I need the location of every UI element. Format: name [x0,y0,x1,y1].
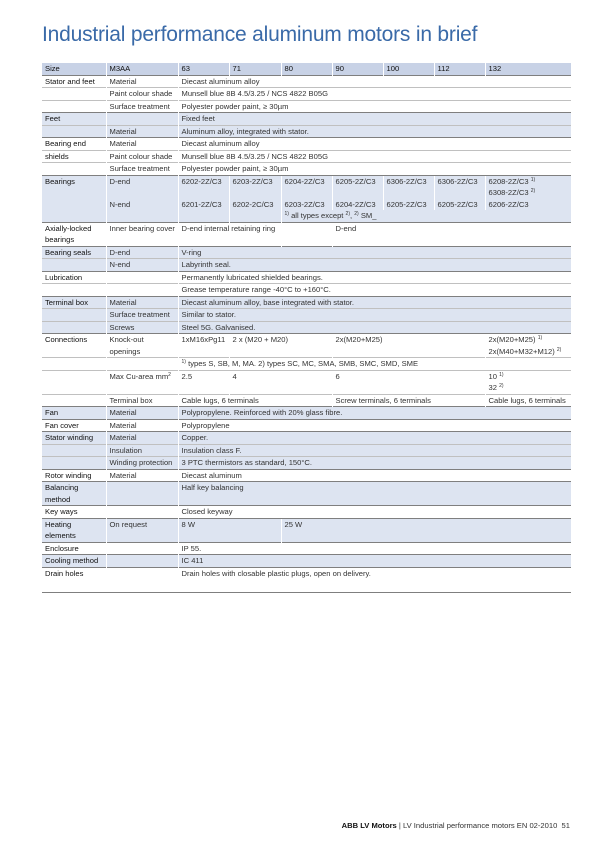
row-item: Winding protection [106,457,178,470]
row-value: 25 W [281,518,571,530]
row-label: Bearings [42,175,106,187]
table-row [42,506,571,519]
row-value: 2x(M40+M32+M12) $^{2)}$ [485,346,571,358]
row-value: Polyester powder paint, ≥ 30µm [178,100,571,113]
row-label: Feet [42,113,106,126]
row-item: Material [106,407,178,420]
bearing-value: 6201-2Z/C3 [178,199,229,211]
bearing-value: 6205-2Z/C3 [383,199,434,211]
row-value: Cable lugs, 6 terminals [485,394,571,407]
row-value: 1xM16xPg11 [178,334,229,346]
row-item: Inner bearing cover [106,222,178,234]
row-value: Diecast aluminum alloy [178,138,571,151]
row-value: Permanently lubricated shielded bearings. [178,271,571,284]
row-label: elements [42,530,106,542]
row-value: Grease temperature range -40°C to +160°C. [178,284,571,297]
bearing-value: 6205-2Z/C3 [434,199,485,211]
table-row [42,494,571,506]
row-label: Drain holes [42,567,106,579]
row-value: Polypropylene [178,419,571,432]
table-row [42,100,571,113]
table-row [42,346,571,358]
row-item: Material [106,432,178,445]
table-row [42,407,571,420]
table-row [42,88,571,101]
row-value: Munsell blue 8B 4.5/3.25 / NCS 4822 B05G [178,88,571,101]
bearing-value: 6205-2Z/C3 [332,175,383,187]
table-bottom-rule [42,592,571,593]
page-title: Industrial performance aluminum motors in brief [42,23,478,46]
row-value: Labyrinth seal. [178,259,571,272]
bearing-value: 6203-2Z/C3 [281,199,332,211]
table-row [42,259,571,272]
table-row [42,555,571,568]
row-label: Lubrication [42,271,106,284]
row-item: Insulation [106,444,178,457]
row-value: 2x(M20+M25) [332,334,485,346]
table-row [42,175,571,187]
header-model: M3AA [106,63,178,75]
table-row [42,187,571,199]
row-item: Paint colour shade [106,150,178,163]
row-value: Polypropylene. Reinforced with 20% glass fibre. [178,407,571,420]
bearing-value: 6204-2Z/C3 [281,175,332,187]
bearing-value: 6208-2Z/C3 $^{1)}$ [485,175,571,187]
table-row [42,482,571,494]
row-label: Fan [42,407,106,420]
header-71: 71 [229,63,281,75]
row-label: Connections [42,334,106,346]
footer-separator: | [396,821,403,830]
table-row [42,222,571,234]
table-row [42,163,571,176]
bearing-value: 6202-2C/C3 [229,199,281,211]
row-value: Diecast aluminum alloy, base integrated with stator. [178,296,571,309]
row-item: Material [106,125,178,138]
table-row [42,271,571,284]
row-label: Bearing seals [42,246,106,259]
page-footer [342,821,570,830]
table-row [42,296,571,309]
row-label: method [42,494,106,506]
header-132: 132 [485,63,571,75]
row-value: Screw terminals, 6 terminals [332,394,485,407]
table-row [42,309,571,322]
footnote: $^{1)}$ types S, SB, M, MA. 2) types SC, MC, SMA, SMB, SMC, SMD, SME [178,358,571,371]
bearing-value: 6203-2Z/C3 [229,175,281,187]
header-90: 90 [332,63,383,75]
row-value: 2 x (M20 + M20) [229,334,332,346]
row-value: Half key balancing [178,482,571,494]
header-row [42,63,571,75]
footer-brand: ABB LV Motors [341,821,397,830]
row-label: Balancing [42,482,106,494]
bearing-value: 6206-2Z/C3 [485,199,571,211]
row-label: Heating [42,518,106,530]
row-label: Cooling method [42,555,106,568]
header-63: 63 [178,63,229,75]
row-value: 8 W [178,518,281,530]
table-row [42,370,571,382]
table-row [42,419,571,432]
table-row [42,75,571,88]
row-value: V-ring [178,246,571,259]
row-item: Surface treatment [106,309,178,322]
table-row [42,284,571,297]
row-value: Insulation class F. [178,444,571,457]
table-row [42,125,571,138]
row-label: bearings [42,234,106,246]
row-value: Copper. [178,432,571,445]
table-row [42,567,571,579]
row-item: Screws [106,321,178,334]
bearing-value: 6308-2Z/C3 $^{2)}$ [485,187,571,199]
row-value: Munsell blue 8B 4.5/3.25 / NCS 4822 B05G [178,150,571,163]
row-item: openings [106,346,178,358]
page-number: 51 [561,821,570,830]
row-item: Material [106,469,178,482]
table-row [42,444,571,457]
row-label: Enclosure [42,542,106,555]
row-item: N-end [106,199,178,211]
table-row [42,321,571,334]
row-item: Material [106,75,178,88]
row-item: Surface treatment [106,100,178,113]
row-value: D-end [332,222,571,234]
row-label: shields [42,150,106,163]
row-item: D-end [106,246,178,259]
table-row [42,138,571,151]
row-item: Terminal box [106,394,178,407]
row-value: 3 PTC thermistors as standard, 150°C. [178,457,571,470]
table-row [42,394,571,407]
table-row [42,234,571,246]
bearing-value: 6306-2Z/C3 [383,175,434,187]
row-value: Polyester powder paint, ≥ 30µm [178,163,571,176]
table-row [42,150,571,163]
table-row [42,210,571,222]
table-row [42,542,571,555]
footer-text: LV Industrial performance motors EN 02-2010 [402,821,558,830]
row-value: IP 55. [178,542,571,555]
row-label: Stator and feet [42,75,106,88]
row-item: Knock-out [106,334,178,346]
table-row [42,382,571,394]
header-size: Size [42,63,106,75]
row-value: 4 [229,370,332,382]
row-value: Drain holes with closable plastic plugs, open on delivery. [178,567,571,579]
row-item: Material [106,138,178,151]
row-value: Similar to stator. [178,309,571,322]
row-item: N-end [106,259,178,272]
row-label: Rotor winding [42,469,106,482]
header-112: 112 [434,63,485,75]
row-value: Diecast aluminum alloy [178,75,571,88]
row-label: Fan cover [42,419,106,432]
row-value: 2x(M20+M25) $^{1)}$ [485,334,571,346]
table-row [42,432,571,445]
row-item: Material [106,296,178,309]
row-value: Cable lugs, 6 terminals [178,394,332,407]
row-value: Aluminum alloy, integrated with stator. [178,125,571,138]
table-row [42,530,571,542]
table-row [42,518,571,530]
row-label: Key ways [42,506,106,519]
row-value: Closed keyway [178,506,571,519]
row-item: Paint colour shade [106,88,178,101]
row-value: Steel 5G. Galvanised. [178,321,571,334]
row-value: IC 411 [178,555,571,568]
row-value: 32 $^{2)}$ [485,382,571,394]
row-label: Bearing end [42,138,106,151]
row-item: Surface treatment [106,163,178,176]
row-label: Axially-locked [42,222,106,234]
spec-table [42,63,571,579]
row-value: 6 [332,370,485,382]
row-value: Fixed feet [178,113,571,126]
table-row [42,113,571,126]
footnote: $^{1)}$ all types except $^{2)}$, $^{2)}$ SM_ [281,210,571,222]
table-row [42,334,571,346]
row-item: Material [106,419,178,432]
row-label: Terminal box [42,296,106,309]
bearing-value: 6306-2Z/C3 [434,175,485,187]
table-row [42,358,571,371]
bearing-value: 6202-2Z/C3 [178,175,229,187]
table-row [42,469,571,482]
table-row [42,199,571,211]
row-item: D-end [106,175,178,187]
row-value: Diecast aluminum [178,469,571,482]
row-value: 10 $^{1)}$ [485,370,571,382]
table-row [42,457,571,470]
row-value: D-end internal retaining ring [178,222,281,234]
row-item: Max Cu-area $mm^2$ [106,370,178,382]
bearing-value: 6204-2Z/C3 [332,199,383,211]
table-row [42,246,571,259]
row-value: 2.5 [178,370,229,382]
row-label: Stator winding [42,432,106,445]
header-100: 100 [383,63,434,75]
row-item: On request [106,518,178,530]
header-80: 80 [281,63,332,75]
